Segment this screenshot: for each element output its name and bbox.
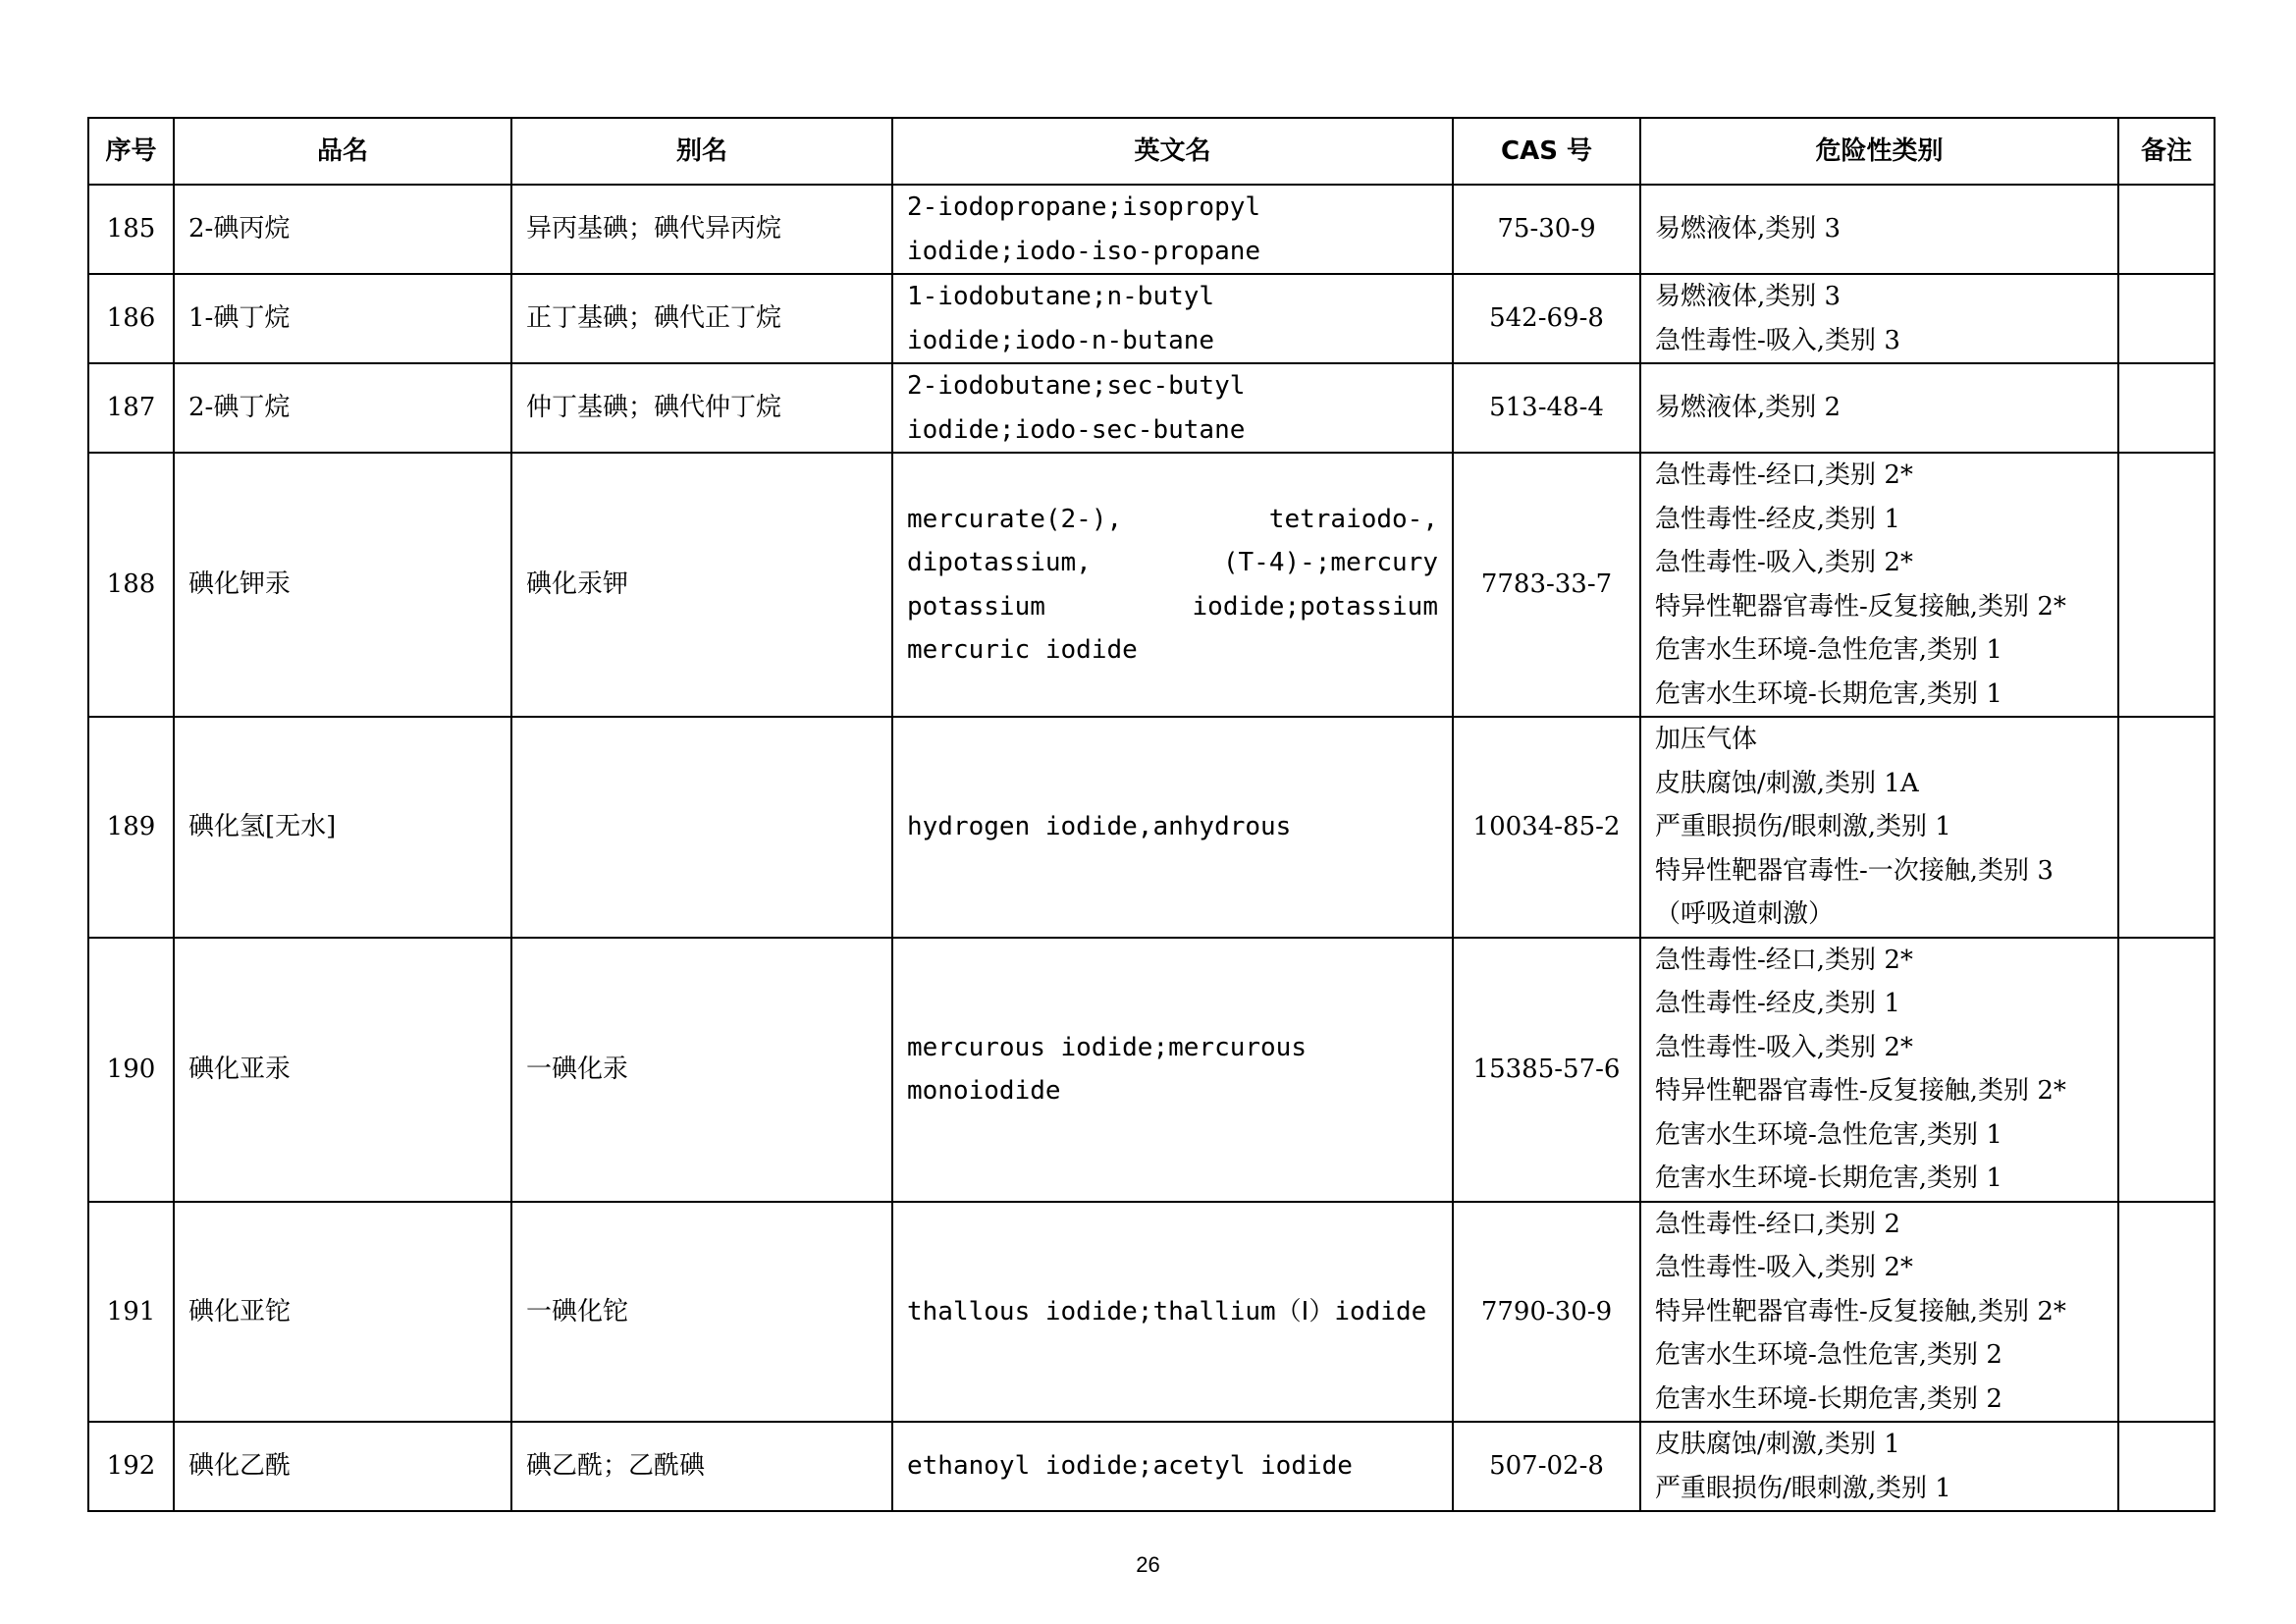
- cell-seq: 192: [88, 1422, 174, 1511]
- cell-hazard: [1640, 274, 2118, 363]
- cell-cas: 10034-85-2: [1453, 717, 1640, 938]
- header-english: 英文名: [892, 118, 1453, 185]
- cell-name: 碘化钾汞: [174, 453, 511, 717]
- table-row: [88, 938, 2215, 1202]
- cell-note: [2118, 1422, 2215, 1511]
- cell-english: [892, 363, 1453, 453]
- english-name-line: hydrogen iodide,anhydrous: [907, 812, 1292, 841]
- cell-name: 碘化乙酰: [174, 1422, 511, 1511]
- cell-seq: 190: [88, 938, 174, 1202]
- table-row: [88, 185, 2215, 274]
- cell-note: [2118, 1202, 2215, 1423]
- cell-cas: 15385-57-6: [1453, 938, 1640, 1202]
- hazard-line: 危害水生环境-急性危害,类别 1: [1655, 1119, 2002, 1150]
- hazard-line: 危害水生环境-急性危害,类别 1: [1655, 635, 2002, 665]
- english-name-line: mercurate(2-), tetraiodo-, dipotassium, (T-4)-;mercury potassium iodide;potassium mercuric iodide: [907, 504, 1438, 665]
- cell-alias: 一碘化汞: [511, 938, 892, 1202]
- hazard-line: 急性毒性-经皮,类别 1: [1655, 504, 1900, 534]
- hazard-line: 皮肤腐蚀/刺激,类别 1: [1655, 1430, 1900, 1459]
- cell-english: [892, 274, 1453, 363]
- hazard-line: 急性毒性-经口,类别 2*: [1655, 460, 1913, 490]
- hazard-line: 急性毒性-经口,类别 2*: [1655, 945, 1913, 975]
- table-row: [88, 453, 2215, 717]
- cell-note: [2118, 938, 2215, 1202]
- header-note: 备注: [2118, 118, 2215, 185]
- cell-note: [2118, 363, 2215, 453]
- page-number: 26: [1136, 1552, 1160, 1577]
- cell-cas: 7790-30-9: [1453, 1202, 1640, 1423]
- hazard-line: 急性毒性-吸入,类别 2*: [1655, 1253, 1913, 1282]
- hazard-line: 特异性靶器官毒性-反复接触,类别 2*: [1655, 1076, 2066, 1106]
- hazard-line: 急性毒性-经口,类别 2: [1655, 1209, 1900, 1239]
- cell-name: 2-碘丙烷: [174, 185, 511, 274]
- english-name-line: ethanoyl iodide;acetyl iodide: [907, 1451, 1353, 1482]
- cell-alias: 一碘化铊: [511, 1202, 892, 1423]
- cell-hazard: [1640, 363, 2118, 453]
- hazard-line: 易燃液体,类别 3: [1655, 282, 1842, 311]
- english-name-line: 2-iodobutane;sec-butyl: [907, 371, 1246, 401]
- chemical-table: [87, 117, 2216, 1512]
- table-row: [88, 363, 2215, 453]
- hazard-line: 急性毒性-吸入,类别 2*: [1655, 1032, 1913, 1062]
- cell-seq: 191: [88, 1202, 174, 1423]
- hazard-line: 危害水生环境-长期危害,类别 2: [1655, 1383, 2002, 1414]
- cell-english: [892, 1202, 1453, 1423]
- cell-hazard: [1640, 1202, 2118, 1423]
- cell-alias: 碘乙酰；乙酰碘: [511, 1422, 892, 1511]
- cell-seq: 186: [88, 274, 174, 363]
- table-row: [88, 1202, 2215, 1423]
- hazard-line: 易燃液体,类别 2: [1655, 393, 1842, 423]
- english-name-line: 2-iodopropane;isopropyl: [907, 192, 1261, 222]
- cell-alias: [511, 717, 892, 938]
- table-row: [88, 1422, 2215, 1511]
- hazard-line: 急性毒性-吸入,类别 3: [1655, 325, 1900, 355]
- cell-name: 碘化亚铊: [174, 1202, 511, 1423]
- header-cas: CAS 号: [1453, 118, 1640, 185]
- cell-alias: 仲丁基碘；碘代仲丁烷: [511, 363, 892, 453]
- cell-cas: 513-48-4: [1453, 363, 1640, 453]
- hazard-line: 严重眼损伤/眼刺激,类别 1: [1655, 812, 1951, 841]
- cell-hazard: [1640, 717, 2118, 938]
- cell-name: 碘化氢[无水]: [174, 717, 511, 938]
- cell-hazard: [1640, 1422, 2118, 1511]
- cell-cas: 75-30-9: [1453, 185, 1640, 274]
- english-name-line: iodide;iodo-n-butane: [907, 325, 1215, 355]
- cell-name: 2-碘丁烷: [174, 363, 511, 453]
- cell-cas: 7783-33-7: [1453, 453, 1640, 717]
- english-name-line: iodide;iodo-iso-propane: [907, 236, 1261, 266]
- header-name: 品名: [174, 118, 511, 185]
- header-alias: 别名: [511, 118, 892, 185]
- english-name-line: 1-iodobutane;n-butyl: [907, 282, 1215, 311]
- header-seq: 序号: [88, 118, 174, 185]
- hazard-line: 特异性靶器官毒性-反复接触,类别 2*: [1655, 1296, 2066, 1326]
- cell-name: 1-碘丁烷: [174, 274, 511, 363]
- english-name-line: iodide;iodo-sec-butane: [907, 414, 1246, 445]
- cell-note: [2118, 274, 2215, 363]
- cell-hazard: [1640, 185, 2118, 274]
- cell-seq: 188: [88, 453, 174, 717]
- cell-alias: 正丁基碘；碘代正丁烷: [511, 274, 892, 363]
- cell-cas: 507-02-8: [1453, 1422, 1640, 1511]
- cell-english: [892, 453, 1453, 717]
- cell-english: [892, 938, 1453, 1202]
- cell-note: [2118, 717, 2215, 938]
- cell-hazard: [1640, 453, 2118, 717]
- hazard-line: 加压气体: [1655, 725, 1758, 754]
- hazard-line: 特异性靶器官毒性-反复接触,类别 2*: [1655, 591, 2066, 622]
- cell-name: 碘化亚汞: [174, 938, 511, 1202]
- table-row: [88, 717, 2215, 938]
- cell-seq: 187: [88, 363, 174, 453]
- cell-cas: 542-69-8: [1453, 274, 1640, 363]
- hazard-line: 易燃液体,类别 3: [1655, 214, 1842, 244]
- cell-seq: 185: [88, 185, 174, 274]
- hazard-line: 危害水生环境-长期危害,类别 1: [1655, 678, 2002, 709]
- english-name-line: thallous iodide;thallium（Ⅰ）iodide: [907, 1296, 1427, 1326]
- hazard-line: 严重眼损伤/眼刺激,类别 1: [1655, 1473, 1951, 1503]
- header-hazard: 危险性类别: [1640, 118, 2118, 185]
- cell-english: [892, 1422, 1453, 1511]
- hazard-line: 特异性靶器官毒性-一次接触,类别 3（呼吸道刺激）: [1655, 855, 2054, 929]
- hazard-line: 急性毒性-经皮,类别 1: [1655, 989, 1900, 1018]
- cell-seq: 189: [88, 717, 174, 938]
- hazard-line: 急性毒性-吸入,类别 2*: [1655, 548, 1913, 577]
- cell-note: [2118, 185, 2215, 274]
- hazard-line: 皮肤腐蚀/刺激,类别 1A: [1655, 768, 1919, 798]
- table-row: [88, 274, 2215, 363]
- cell-alias: 异丙基碘；碘代异丙烷: [511, 185, 892, 274]
- hazard-line: 危害水生环境-急性危害,类别 2: [1655, 1340, 2002, 1370]
- cell-hazard: [1640, 938, 2118, 1202]
- cell-english: [892, 717, 1453, 938]
- cell-alias: 碘化汞钾: [511, 453, 892, 717]
- cell-english: [892, 185, 1453, 274]
- header-row: [88, 118, 2215, 185]
- hazard-line: 危害水生环境-长期危害,类别 1: [1655, 1164, 2002, 1193]
- cell-note: [2118, 453, 2215, 717]
- english-name-line: mercurous iodide;mercurous monoiodide: [907, 1032, 1307, 1106]
